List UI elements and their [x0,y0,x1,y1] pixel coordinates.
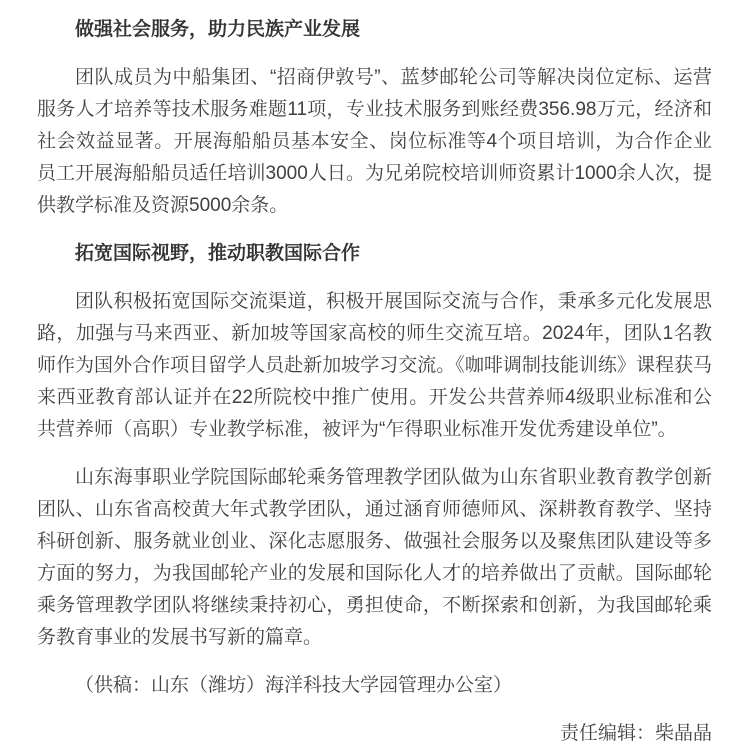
editor-credit: 责任编辑：柴晶晶 [559,723,712,744]
paragraph-summary: 山东海事职业学院国际邮轮乘务管理教学团队做为山东省职业教育教学创新团队、山东省高校黄大年式教学团队，通过涵育师德师风、深耕教育教学、坚持科研创新、服务就业创业、深化志愿服务、做强社会服务以及聚焦团队建设等多方面的努力，为我国邮轮产业的发展和国际化人才的培养做出了贡献。国际邮轮乘务管理教学团队将继续秉持初心，勇担使命，不断探索和创新，为我国邮轮乘务教育事业的发展书写新的篇章。 [37,467,712,648]
contributor-note: （供稿：山东（潍坊）海洋科技大学园管理办公室） [75,675,513,696]
paragraph-international: 团队积极拓宽国际交流渠道，积极开展国际交流与合作，秉承多元化发展思路，加强与马来西亚、新加坡等国家高校的师生交流互培。2024年，团队1名教师作为国外合作项目留学人员赴新加坡学习交流。《咖啡调制技能训练》课程获马来西亚教育部认证并在22所院校中推广使用。开发公共营养师4级职业标准和公共营养师（高职）专业教学标准，被评为“乍得职业标准开发优秀建设单位”。 [37,291,712,440]
section-heading-social-service: 做强社会服务，助力民族产业发展 [75,19,361,40]
paragraph-social-service: 团队成员为中船集团、“招商伊敦号”、蓝梦邮轮公司等解决岗位定标、运营服务人才培养等技术服务难题11项，专业技术服务到账经费356.98万元，经济和社会效益显著。开展海船船员基本安全、岗位标准等4个项目培训，为合作企业员工开展海船船员适任培训3000人日。为兄弟院校培训师资累计1000余人次，提供教学标准及资源5000余条。 [37,67,712,216]
section-heading-international: 拓宽国际视野，推动职教国际合作 [75,243,361,264]
